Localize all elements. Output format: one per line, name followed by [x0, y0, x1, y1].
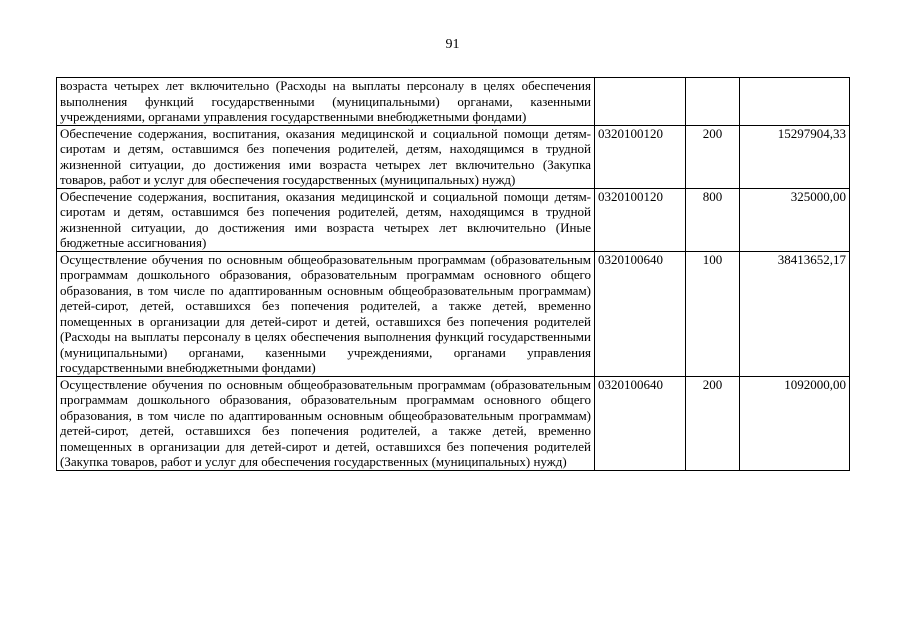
- expense-type-code: 100: [686, 251, 740, 376]
- target-article-code: 0320100120: [595, 188, 686, 251]
- row-description: возраста четырех лет включительно (Расходы на выплаты персоналу в целях обеспечения выполнения функций государственными (муниципальными) органами, казенными учреждениями, органами управления государственными внебюджетными фондами): [57, 78, 595, 126]
- row-description: Обеспечение содержания, воспитания, оказания медицинской и социальной помощи детям-сиротам и детям, оставшимся без попечения родителей, детям, находящимся в трудной жизненной ситуации, до достижения ими возраста четырех лет включительно (Иные бюджетные ассигнования): [57, 188, 595, 251]
- row-description: Осуществление обучения по основным общеобразовательным программам (образовательным программам дошкольного образования, образовательным программам основного общего образования, в том числе по адаптированным основным общеобразовательным программам) детей-сирот, детей, оставшихся без попечения родителей, а также детей, временно помещенных в организации для детей-сирот и детей, оставшихся без попечения родителей (Закупка товаров, работ и услуг для обеспечения государственных (муниципальных) нужд): [57, 376, 595, 470]
- amount: 1092000,00: [740, 376, 850, 470]
- table-row: [57, 78, 850, 126]
- amount: 15297904,33: [740, 125, 850, 188]
- expense-type-code: 800: [686, 188, 740, 251]
- page-number: 91: [445, 37, 460, 52]
- row-description: Обеспечение содержания, воспитания, оказания медицинской и социальной помощи детям-сиротам и детям, оставшимся без попечения родителей, детям, находящимся в трудной жизненной ситуации, до достижения ими возраста четырех лет включительно (Закупка товаров, работ и услуг для обеспечения государственных (муниципальных) нужд): [57, 125, 595, 188]
- target-article-code: 0320100120: [595, 125, 686, 188]
- amount: 38413652,17: [740, 251, 850, 376]
- expense-type-code: 200: [686, 376, 740, 470]
- expense-type-code: 200: [686, 125, 740, 188]
- expense-type-code: [686, 78, 740, 126]
- budget-table: [56, 77, 850, 471]
- table-row: [57, 125, 850, 188]
- row-description: Осуществление обучения по основным общеобразовательным программам (образовательным программам дошкольного образования, образовательным программам основного общего образования, в том числе по адаптированным основным общеобразовательным программам) детей-сирот, детей, оставшихся без попечения родителей, а также детей, временно помещенных в организации для детей-сирот и детей, оставшихся без попечения родителей (Расходы на выплаты персоналу в целях обеспечения выполнения функций государственными (муниципальными) органами, казенными учреждениями, органами управления государственными внебюджетными фондами): [57, 251, 595, 376]
- table-row: [57, 251, 850, 376]
- target-article-code: 0320100640: [595, 376, 686, 470]
- target-article-code: 0320100640: [595, 251, 686, 376]
- target-article-code: [595, 78, 686, 126]
- amount: [740, 78, 850, 126]
- table-row: [57, 188, 850, 251]
- table-row: [57, 376, 850, 470]
- amount: 325000,00: [740, 188, 850, 251]
